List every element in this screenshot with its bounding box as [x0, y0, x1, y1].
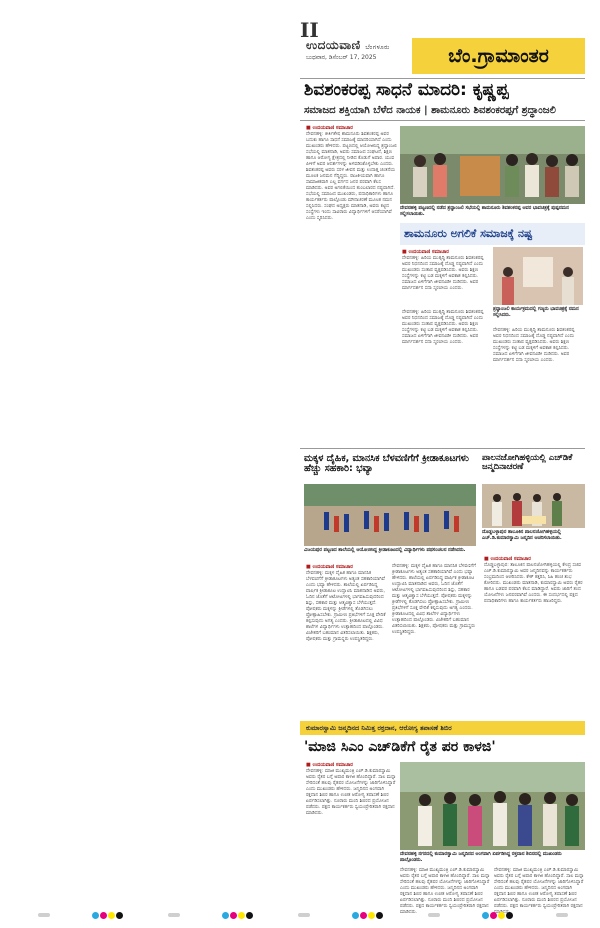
black-dot [246, 912, 253, 919]
lead-photo-caption: ದೇವನಹಳ್ಳಿ ಪಟ್ಟಣದಲ್ಲಿ ನಡೆದ ಶ್ರದ್ಧಾಂಜಲಿ ಸಭೆಯಲ್ಲಿ ಶಾಮನೂರು ಶಿವಶಂಕರಪ್ಪ ಅವರ ಭಾವಚಿತ್ರಕ್ಕೆ ಪುಷ್ಪನಮನ ಸಲ್ಲಿಸಲಾಯಿತು. [400, 206, 569, 217]
box-photo [493, 247, 583, 305]
sports-body: ದೇವನಹಳ್ಳಿ: ಮಕ್ಕಳ ದೈಹಿಕ ಹಾಗೂ ಮಾನಸಿಕ ಬೆಳವಣಿಗೆಗೆ ಕ್ರೀಡಾಕೂಟಗಳು ಅತ್ಯಂತ ಸಹಕಾರಿಯಾಗಿವೆ ಎಂದು ಭವ್ಯಾ ಹೇಳಿದರು. ಶಾಲೆಯಲ್ಲಿ ಏರ್ಪಡಿಸಿದ್ದ ವಾರ್ಷಿಕ ಕ್ರೀಡಾಕೂಟ ಉದ್ಘಾಟಿಸಿ ಮಾತನಾಡಿದ ಅವರು, ಓದಿನ ಜೊತೆಗೆ ಆಟೋಟಗಳಲ್ಲಿ ಭಾಗವಹಿಸುವುದರಿಂದ ಶಿಸ್ತು, ಸಹಕಾರ ಮತ್ತು ಆತ್ಮವಿಶ್ವಾಸ ಬೆಳೆಯುತ್ತದೆ. ಪೋಷಕರು ಮಕ್ಕಳನ್ನು ಕ್ರೀಡೆಗಳಲ್ಲಿ ತೊಡಗಿಸಲು ಪ್ರೋತ್ಸಾಹಿಸಬೇಕು. ಗ್ರಾಮೀಣ ಪ್ರತಿಭೆಗಳಿಗೆ ಸೂಕ್ತ ವೇದಿಕೆ ಕಲ್ಪಿಸುವುದು ಅಗತ್ಯ ಎಂದರು. ಕ್ರೀಡಾಕೂಟದಲ್ಲಿ ವಿವಿಧ ಶಾಲೆಗಳ ವಿದ್ಯಾರ್ಥಿಗಳು ಉತ್ಸಾಹದಿಂದ ಪಾಲ್ಗೊಂಡರು. ವಿಜೇತರಿಗೆ ಬಹುಮಾನ ವಿತರಿಸಲಾಯಿತು. ಶಿಕ್ಷಕರು, ಪೋಷಕರು ಮತ್ತು ಗ್ರಾಮಸ್ಥರು ಉಪಸ್ಥಿತರಿದ್ದರು. [306, 571, 386, 642]
banner-strip: ಕುಮಾರಸ್ವಾಮಿ ಜನ್ಮದಿನದ ನಿಮಿತ್ತ ರಕ್ತದಾನ, ಆರೋಗ್ಯ ತಪಾಸಣೆ ಶಿಬಿರ [300, 721, 585, 735]
box-body-continued: ದೇವನಹಳ್ಳಿ: ಹಿರಿಯ ಮುತ್ಸದ್ಧಿ ಶಾಮನೂರು ಶಿವಶಂಕರಪ್ಪ ಅವರ ನಿಧನದಿಂದ ಸಮಾಜಕ್ಕೆ ದೊಡ್ಡ ನಷ್ಟವಾಗಿದೆ ಎಂದು ಮುಖಂಡರು ಸಂತಾಪ ವ್ಯಕ್ತಪಡಿಸಿದರು. ಅವರು ಶಿಕ್ಷಣ ಸಂಸ್ಥೆಗಳನ್ನು ಕಟ್ಟಿ ಬಡ ಮಕ್ಕಳಿಗೆ ಅವಕಾಶ ಕಲ್ಪಿಸಿದರು. ಸಮಾಜದ ಏಳಿಗೆಗಾಗಿ ಜೀವನವಿಡೀ ದುಡಿದರು. ಅವರ ಮಾರ್ಗದರ್ಶನ ಸದಾ ಸ್ಮರಣೀಯ ಎಂದರು. [402, 310, 484, 345]
bottom-photo [400, 762, 585, 850]
birthday-photo-caption: ದೊಡ್ಡಬಳ್ಳಾಪುರ ತಾಲೂಕಿನ ಪಾಲನಜೋಗಿಹಳ್ಳಿಯಲ್ಲಿ ಎಚ್.ಡಿ.ಕುಮಾರಸ್ವಾಮಿ ಜನ್ಮದಿನ ಆಚರಿಸಲಾಯಿತು. [482, 530, 562, 541]
registration-bar [556, 913, 568, 917]
magenta-dot [360, 912, 367, 919]
divider [300, 78, 585, 79]
box-photo-illustration [493, 247, 583, 305]
sports-byline: ■ ಉದಯವಾಣಿ ಸಮಾಚಾರ [306, 564, 353, 570]
bottom-photo-caption: ದೇವನಹಳ್ಳಿ ನಗರದಲ್ಲಿ ಕುಮಾರಸ್ವಾಮಿ ಜನ್ಮದಿನದ ಅಂಗವಾಗಿ ಏರ್ಪಡಿಸಿದ್ದ ರಕ್ತದಾನ ಶಿಬಿರದಲ್ಲಿ ಮುಖಂಡರು ಪಾಲ್ಗೊಂಡರು. [400, 852, 562, 863]
divider [300, 120, 585, 121]
registration-bar [428, 913, 440, 917]
box-body-column2: ದೇವನಹಳ್ಳಿ: ಹಿರಿಯ ಮುತ್ಸದ್ಧಿ ಶಾಮನೂರು ಶಿವಶಂಕರಪ್ಪ ಅವರ ನಿಧನದಿಂದ ಸಮಾಜಕ್ಕೆ ದೊಡ್ಡ ನಷ್ಟವಾಗಿದೆ ಎಂದು ಮುಖಂಡರು ಸಂತಾಪ ವ್ಯಕ್ತಪಡಿಸಿದರು. ಅವರು ಶಿಕ್ಷಣ ಸಂಸ್ಥೆಗಳನ್ನು ಕಟ್ಟಿ ಬಡ ಮಕ್ಕಳಿಗೆ ಅವಕಾಶ ಕಲ್ಪಿಸಿದರು. ಸಮಾಜದ ಏಳಿಗೆಗಾಗಿ ಜೀವನವಿಡೀ ದುಡಿದರು. ಅವರ ಮಾರ್ಗದರ್ಶನ ಸದಾ ಸ್ಮರಣೀಯ ಎಂದರು. [493, 328, 575, 363]
lead-byline: ■ ಉದಯವಾಣಿ ಸಮಾಚಾರ [306, 125, 353, 131]
box-byline: ■ ಉದಯವಾಣಿ ಸಮಾಚಾರ [402, 249, 449, 255]
paper-logo [306, 38, 390, 53]
birthday-photo-illustration [482, 484, 585, 528]
bottom-body-column2: ದೇವನಹಳ್ಳಿ: ಮಾಜಿ ಮುಖ್ಯಮಂತ್ರಿ ಎಚ್.ಡಿ.ಕುಮಾರಸ್ವಾಮಿ ಅವರು ರೈತರ ಬಗ್ಗೆ ಅಪಾರ ಕಾಳಜಿ ಹೊಂದಿದ್ದಾರೆ. ಸಾಲ ಮನ್ನಾ ಸೇರಿದಂತೆ ಹಲವು ರೈತಪರ ಯೋಜನೆಗಳನ್ನು ಜಾರಿಗೊಳಿಸಿದ್ದಾರೆ ಎಂದು ಮುಖಂಡರು ಹೇಳಿದರು. ಜನ್ಮದಿನದ ಅಂಗವಾಗಿ ರಕ್ತದಾನ ಶಿಬಿರ ಹಾಗೂ ಉಚಿತ ಆರೋಗ್ಯ ತಪಾಸಣೆ ಶಿಬಿರ ಏರ್ಪಡಿಸಲಾಗಿತ್ತು. ನೂರಾರು ಮಂದಿ ಶಿಬಿರದ ಪ್ರಯೋಜನ ಪಡೆದರು. ಪಕ್ಷದ ಕಾರ್ಯಕರ್ತರು ಸ್ವಯಂಪ್ರೇರಿತರಾಗಿ ರಕ್ತದಾನ ಮಾಡಿದರು. [400, 868, 490, 915]
registration-bar [168, 913, 180, 917]
paper-name: ಉದಯವಾಣಿ [306, 38, 361, 52]
registration-bar [38, 913, 50, 917]
dateline: ಬುಧವಾರ, ಡಿಸೆಂಬರ್ 17, 2025 [306, 54, 377, 61]
page-number: II [300, 18, 319, 42]
cyan-dot [222, 912, 229, 919]
bottom-body: ದೇವನಹಳ್ಳಿ: ಮಾಜಿ ಮುಖ್ಯಮಂತ್ರಿ ಎಚ್.ಡಿ.ಕುಮಾರಸ್ವಾಮಿ ಅವರು ರೈತರ ಬಗ್ಗೆ ಅಪಾರ ಕಾಳಜಿ ಹೊಂದಿದ್ದಾರೆ. ಸಾಲ ಮನ್ನಾ ಸೇರಿದಂತೆ ಹಲವು ರೈತಪರ ಯೋಜನೆಗಳನ್ನು ಜಾರಿಗೊಳಿಸಿದ್ದಾರೆ ಎಂದು ಮುಖಂಡರು ಹೇಳಿದರು. ಜನ್ಮದಿನದ ಅಂಗವಾಗಿ ರಕ್ತದಾನ ಶಿಬಿರ ಹಾಗೂ ಉಚಿತ ಆರೋಗ್ಯ ತಪಾಸಣೆ ಶಿಬಿರ ಏರ್ಪಡಿಸಲಾಗಿತ್ತು. ನೂರಾರು ಮಂದಿ ಶಿಬಿರದ ಪ್ರಯೋಜನ ಪಡೆದರು. ಪಕ್ಷದ ಕಾರ್ಯಕರ್ತರು ಸ್ವಯಂಪ್ರೇರಿತರಾಗಿ ರಕ್ತದಾನ ಮಾಡಿದರು. [306, 769, 396, 816]
bottom-photo-illustration [400, 762, 585, 850]
lead-body: ದೇವನಹಳ್ಳಿ: ಕೀರ್ತಿಶೇಷ ಶಾಮನೂರು ಶಿವಶಂಕರಪ್ಪ ಅವರ ಬದುಕು ಹಾಗೂ ಸಾಧನೆ ಸಮಾಜಕ್ಕೆ ಮಾದರಿಯಾಗಿದೆ ಎಂದು ಮುಖಂಡರು ಹೇಳಿದರು. ಪಟ್ಟಣದಲ್ಲಿ ಆಯೋಜಿಸಿದ್ದ ಶ್ರದ್ಧಾಂಜಲಿ ಸಭೆಯಲ್ಲಿ ಮಾತನಾಡಿ, ಅವರು ಸಮಾಜದ ಸಂಘಟನೆ, ಶಿಕ್ಷಣ ಹಾಗೂ ಆರೋಗ್ಯ ಕ್ಷೇತ್ರದಲ್ಲಿ ನೀಡಿದ ಕೊಡುಗೆ ಅಪಾರ. ಯುವ ಪೀಳಿಗೆ ಅವರ ಆದರ್ಶಗಳನ್ನು ಅಳವಡಿಸಿಕೊಳ್ಳಬೇಕು ಎಂದರು. ಶಿವಶಂಕರಪ್ಪ ಅವರು ಸರಳ ಜೀವನ ಮತ್ತು ಉದಾತ್ತ ಚಿಂತನೆಯ ಮೂಲಕ ಜನಮನ ಗೆದ್ದಿದ್ದರು. ರಾಜಕೀಯವಾಗಿ ಹಾಗೂ ಸಾಮಾಜಿಕವಾಗಿ ಎಲ್ಲ ವರ್ಗದ ಜನರ ಪರವಾಗಿ ಕೆಲಸ ಮಾಡಿದರು. ಅವರ ಅಗಲಿಕೆಯಿಂದ ತುಂಬಲಾರದ ನಷ್ಟವಾಗಿದೆ. ಸಭೆಯಲ್ಲಿ ಸಮಾಜದ ಮುಖಂಡರು, ಪದಾಧಿಕಾರಿಗಳು ಹಾಗೂ ಕಾರ್ಯಕರ್ತರು ಪಾಲ್ಗೊಂಡು ಮೌನಾಚರಣೆ ಮೂಲಕ ನಮನ ಸಲ್ಲಿಸಿದರು. ಸಂಘದ ಅಧ್ಯಕ್ಷರು ಮಾತನಾಡಿ, ಅವರು ಕಟ್ಟಿದ ಸಂಸ್ಥೆಗಳು ಇಂದು ಸಾವಿರಾರು ವಿದ್ಯಾರ್ಥಿಗಳಿಗೆ ಆಸರೆಯಾಗಿವೆ ಎಂದು ಸ್ಮರಿಸಿದರು. [306, 132, 397, 221]
lead-headline: ಶಿವಶಂಕರಪ್ಪ ಸಾಧನೆ ಮಾದರಿ: ಕೃಷ್ಣಪ್ಪ [304, 80, 509, 100]
sports-photo [304, 484, 476, 546]
yellow-dot [368, 912, 375, 919]
box-photo-caption: ಶ್ರದ್ಧಾಂಜಲಿ ಕಾರ್ಯಕ್ರಮದಲ್ಲಿ ಗಣ್ಯರು ಭಾವಚಿತ್ರಕ್ಕೆ ನಮನ ಸಲ್ಲಿಸಿದರು. [493, 307, 579, 318]
black-dot [506, 912, 513, 919]
black-dot [116, 912, 123, 919]
birthday-body: ದೊಡ್ಡಬಳ್ಳಾಪುರ: ತಾಲೂಕಿನ ಪಾಲನಜೋಗಿಹಳ್ಳಿಯಲ್ಲಿ ಕೇಂದ್ರ ಸಚಿವ ಎಚ್.ಡಿ.ಕುಮಾರಸ್ವಾಮಿ ಅವರ ಜನ್ಮದಿನವನ್ನು ಕಾರ್ಯಕರ್ತರು ಸಂಭ್ರಮದಿಂದ ಆಚರಿಸಿದರು. ಕೇಕ್ ಕತ್ತರಿಸಿ, ಸಿಹಿ ಹಂಚಿ ಶುಭ ಕೋರಿದರು. ಮುಖಂಡರು ಮಾತನಾಡಿ, ಕುಮಾರಸ್ವಾಮಿ ಅವರು ರೈತರ ಹಾಗೂ ಬಡವರ ಪರವಾಗಿ ಕೆಲಸ ಮಾಡಿದ್ದಾರೆ. ಅವರು ಜಾರಿಗೆ ತಂದ ಯೋಜನೆಗಳು ಜನಪರವಾಗಿವೆ ಎಂದರು. ಈ ಸಂದರ್ಭದಲ್ಲಿ ಪಕ್ಷದ ಪದಾಧಿಕಾರಿಗಳು ಹಾಗೂ ಕಾರ್ಯಕರ್ತರು ಹಾಜರಿದ್ದರು. [484, 563, 583, 604]
box-body: ದೇವನಹಳ್ಳಿ: ಹಿರಿಯ ಮುತ್ಸದ್ಧಿ ಶಾಮನೂರು ಶಿವಶಂಕರಪ್ಪ ಅವರ ನಿಧನದಿಂದ ಸಮಾಜಕ್ಕೆ ದೊಡ್ಡ ನಷ್ಟವಾಗಿದೆ ಎಂದು ಮುಖಂಡರು ಸಂತಾಪ ವ್ಯಕ್ತಪಡಿಸಿದರು. ಅವರು ಶಿಕ್ಷಣ ಸಂಸ್ಥೆಗಳನ್ನು ಕಟ್ಟಿ ಬಡ ಮಕ್ಕಳಿಗೆ ಅವಕಾಶ ಕಲ್ಪಿಸಿದರು. ಸಮಾಜದ ಏಳಿಗೆಗಾಗಿ ಜೀವನವಿಡೀ ದುಡಿದರು. ಅವರ ಮಾರ್ಗದರ್ಶನ ಸದಾ ಸ್ಮರಣೀಯ ಎಂದರು. [402, 256, 484, 291]
cyan-dot [352, 912, 359, 919]
yellow-dot [108, 912, 115, 919]
birthday-byline: ■ ಉದಯವಾಣಿ ಸಮಾಚಾರ [484, 556, 531, 562]
lead-photo [400, 126, 585, 204]
cyan-dot [92, 912, 99, 919]
lead-subhead: ಸಮಾಜದ ಶಕ್ತಿಯಾಗಿ ಬೆಳೆದ ನಾಯಕ | ಶಾಮನೂರು ಶಿವಶಂಕರಪ್ಪಗೆ ಶ್ರದ್ಧಾಂಜಲಿ [304, 105, 556, 116]
newspaper-page [300, 18, 585, 915]
divider [300, 448, 585, 449]
box-heading-band [400, 223, 585, 245]
sports-photo-illustration [304, 484, 476, 546]
magenta-dot [490, 912, 497, 919]
sports-headline: ಮಕ್ಕಳ ದೈಹಿಕ, ಮಾನಸಿಕ ಬೆಳವಣಿಗೆಗೆ ಕ್ರೀಡಾಕೂಟಗಳು ಹೆಚ್ಚು ಸಹಕಾರಿ: ಭವ್ಯಾ [304, 453, 469, 474]
magenta-dot [230, 912, 237, 919]
registration-bar [298, 913, 310, 917]
birthday-photo [482, 484, 585, 528]
cyan-dot [482, 912, 489, 919]
section-title: ಬೆಂ.ಗ್ರಾಮಾಂತರ [412, 38, 585, 74]
bottom-body-column3: ದೇವನಹಳ್ಳಿ: ಮಾಜಿ ಮುಖ್ಯಮಂತ್ರಿ ಎಚ್.ಡಿ.ಕುಮಾರಸ್ವಾಮಿ ಅವರು ರೈತರ ಬಗ್ಗೆ ಅಪಾರ ಕಾಳಜಿ ಹೊಂದಿದ್ದಾರೆ. ಸಾಲ ಮನ್ನಾ ಸೇರಿದಂತೆ ಹಲವು ರೈತಪರ ಯೋಜನೆಗಳನ್ನು ಜಾರಿಗೊಳಿಸಿದ್ದಾರೆ ಎಂದು ಮುಖಂಡರು ಹೇಳಿದರು. ಜನ್ಮದಿನದ ಅಂಗವಾಗಿ ರಕ್ತದಾನ ಶಿಬಿರ ಹಾಗೂ ಉಚಿತ ಆರೋಗ್ಯ ತಪಾಸಣೆ ಶಿಬಿರ ಏರ್ಪಡಿಸಲಾಗಿತ್ತು. ನೂರಾರು ಮಂದಿ ಶಿಬಿರದ ಪ್ರಯೋಜನ ಪಡೆದರು. ಪಕ್ಷದ ಕಾರ್ಯಕರ್ತರು ಸ್ವಯಂಪ್ರೇರಿತರಾಗಿ ರಕ್ತದಾನ [494, 868, 584, 909]
magenta-dot [100, 912, 107, 919]
black-dot [376, 912, 383, 919]
box-headline: ಶಾಮನೂರು ಅಗಲಿಕೆ ಸಮಾಜಕ್ಕೆ ನಷ್ಟ [404, 227, 533, 240]
bottom-byline: ■ ಉದಯವಾಣಿ ಸಮಾಚಾರ [306, 762, 353, 768]
birthday-headline: ಪಾಲನಜೋಗಿಹಳ್ಳಿಯಲ್ಲಿ ಎಚ್‌ಡಿಕೆ ಜನ್ಮದಿನಾಚರಣೆ [482, 453, 573, 472]
edition-label: ಬೆಂಗಳೂರು [365, 44, 390, 51]
yellow-dot [238, 912, 245, 919]
lead-photo-illustration [400, 126, 585, 204]
printer-registration-marks [0, 912, 600, 922]
yellow-dot [498, 912, 505, 919]
sports-photo-caption: ವಿಜಯಪುರ ಪಟ್ಟಣದ ಶಾಲೆಯಲ್ಲಿ ಆಯೋಜಿಸಿದ್ದ ಕ್ರೀಡಾಕೂಟದಲ್ಲಿ ವಿದ್ಯಾರ್ಥಿಗಳು ಪಥಸಂಚಲನ ನಡೆಸಿದರು. [304, 548, 466, 553]
bottom-headline: 'ಮಾಜಿ ಸಿಎಂ ಎಚ್‌ಡಿಕೆಗೆ ರೈತ ಪರ ಕಾಳಜಿ' [304, 739, 496, 755]
sports-body-column2: ದೇವನಹಳ್ಳಿ: ಮಕ್ಕಳ ದೈಹಿಕ ಹಾಗೂ ಮಾನಸಿಕ ಬೆಳವಣಿಗೆಗೆ ಕ್ರೀಡಾಕೂಟಗಳು ಅತ್ಯಂತ ಸಹಕಾರಿಯಾಗಿವೆ ಎಂದು ಭವ್ಯಾ ಹೇಳಿದರು. ಶಾಲೆಯಲ್ಲಿ ಏರ್ಪಡಿಸಿದ್ದ ವಾರ್ಷಿಕ ಕ್ರೀಡಾಕೂಟ ಉದ್ಘಾಟಿಸಿ ಮಾತನಾಡಿದ ಅವರು, ಓದಿನ ಜೊತೆಗೆ ಆಟೋಟಗಳಲ್ಲಿ ಭಾಗವಹಿಸುವುದರಿಂದ ಶಿಸ್ತು, ಸಹಕಾರ ಮತ್ತು ಆತ್ಮವಿಶ್ವಾಸ ಬೆಳೆಯುತ್ತದೆ. ಪೋಷಕರು ಮಕ್ಕಳನ್ನು ಕ್ರೀಡೆಗಳಲ್ಲಿ ತೊಡಗಿಸಲು ಪ್ರೋತ್ಸಾಹಿಸಬೇಕು. ಗ್ರಾಮೀಣ ಪ್ರತಿಭೆಗಳಿಗೆ ಸೂಕ್ತ ವೇದಿಕೆ ಕಲ್ಪಿಸುವುದು ಅಗತ್ಯ ಎಂದರು. ಕ್ರೀಡಾಕೂಟದಲ್ಲಿ ವಿವಿಧ ಶಾಲೆಗಳ ವಿದ್ಯಾರ್ಥಿಗಳು ಉತ್ಸಾಹದಿಂದ ಪಾಲ್ಗೊಂಡರು. ವಿಜೇತರಿಗೆ ಬಹುಮಾನ ವಿತರಿಸಲಾಯಿತು. ಶಿಕ್ಷಕರು, ಪೋಷಕರು ಮತ್ತು ಗ್ರಾಮಸ್ಥರು ಉಪಸ್ಥಿತರಿದ್ದರು. [392, 564, 476, 635]
